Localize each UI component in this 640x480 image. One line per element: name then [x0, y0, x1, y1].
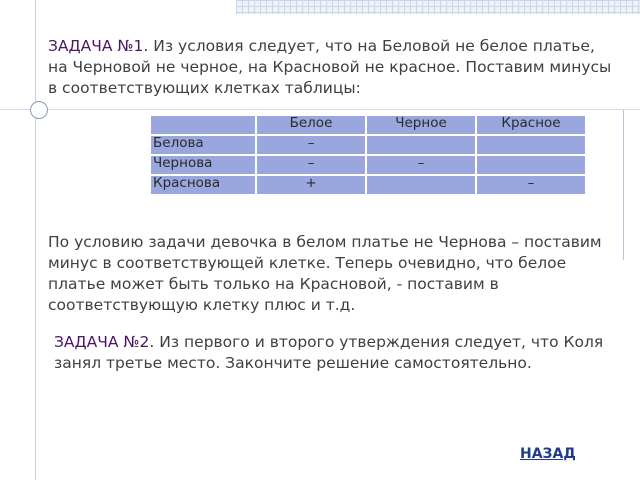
table-cell: – [256, 135, 366, 155]
task-2-text: Из первого и второго утверждения следует, что Коля занял третье место. Закончите решение самостоятельно. [54, 333, 604, 372]
table-corner-cell [150, 115, 256, 135]
column-header-red: Красное [476, 115, 586, 135]
table-cell: – [476, 175, 586, 195]
task-2-label: ЗАДАЧА №2. [54, 333, 155, 351]
table-cell: – [366, 155, 476, 175]
back-link[interactable]: НАЗАД [520, 446, 576, 462]
table-header-row [150, 115, 586, 135]
row-name-belova: Белова [150, 135, 256, 155]
row-name-krasnova: Краснова [150, 175, 256, 195]
table-cell [366, 175, 476, 195]
column-header-black: Черное [366, 115, 476, 135]
table-row [150, 175, 586, 195]
table-cell: + [256, 175, 366, 195]
decorative-right-rule [623, 110, 624, 260]
task-1-paragraph [48, 36, 618, 99]
decorative-vertical-rule [35, 0, 36, 480]
task-1-label: ЗАДАЧА №1. [48, 37, 149, 55]
task-1-text: Из условия следует, что на Беловой не белое платье, на Черновой не черное, на Красновой не красное. Поставим минусы в соответствующих клетках таблицы: [48, 37, 612, 97]
row-name-chernova: Чернова [150, 155, 256, 175]
table-row [150, 135, 586, 155]
decorative-grid-strip [236, 0, 640, 14]
decorative-circle [30, 101, 48, 119]
decorative-horizontal-rule [0, 109, 640, 110]
table-row [150, 155, 586, 175]
table-cell: – [256, 155, 366, 175]
table-cell [476, 155, 586, 175]
explanation-paragraph: По условию задачи девочка в белом платье не Чернова – поставим минус в соответствующей клетке. Теперь очевидно, что белое платье может быть только на Красновой, - поставим в соответствующую клетку плюс и т.д. [48, 233, 602, 314]
table-cell [366, 135, 476, 155]
task-2-paragraph [54, 332, 614, 374]
table-cell [476, 135, 586, 155]
column-header-white: Белое [256, 115, 366, 135]
solution-table [149, 114, 587, 196]
